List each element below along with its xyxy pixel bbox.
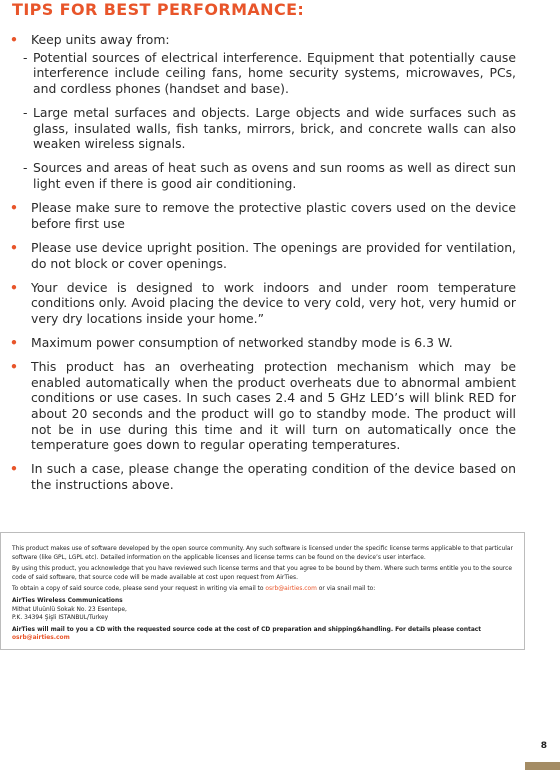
tip-item — [10, 200, 516, 231]
sub-text: Sources and areas of heat such as ovens and sun rooms as well as direct sun light even if there is good air conditioning. — [33, 160, 516, 191]
address-line: Mithat Uluünlü Sokak No. 23 Esentepe, — [12, 606, 127, 613]
dash-icon: - — [23, 104, 28, 120]
notice-text: To obtain a copy of said source code, please send your request in writing via email to — [12, 586, 266, 593]
bullet-icon: • — [10, 200, 18, 216]
tip-item — [10, 359, 516, 453]
sub-item — [18, 50, 516, 97]
notice-paragraph: By using this product, you acknowledge that you have reviewed such license terms and that you agree to be bound by them. Where such terms entitle you to the source code of said software, that source code will be made available at cost upon request from AirTies. — [12, 566, 512, 581]
bullet-icon: • — [10, 359, 18, 375]
notice-paragraph: This product makes use of software developed by the open source community. Any such software is licensed under the specific license terms applicable to that particular software (like GPL, LGPL etc). Detailed information on the applicable licenses and license terms can be found on the device’s user interface. — [12, 546, 513, 561]
address-line: P.K. 34394 Şişli ISTANBUL/Turkey — [12, 615, 109, 622]
email-link[interactable]: osrb@airties.com — [265, 586, 317, 593]
bullet-icon: • — [10, 239, 18, 255]
email-link[interactable]: osrb@airties.com — [12, 635, 70, 642]
sub-list — [18, 50, 516, 192]
tip-text: Keep units away from: — [31, 32, 170, 47]
sub-text: Large metal surfaces and objects. Large objects and wide surfaces such as glass, insulated walls, fish tanks, mirrors, brick, and concrete walls can also weaken wireless signals. — [33, 104, 516, 152]
tip-item — [10, 32, 516, 192]
tip-text: In such a case, please change the operating condition of the device based on the instructions above. — [31, 461, 516, 492]
open-source-notice-box — [0, 532, 525, 650]
page-title: TIPS FOR BEST PERFORMANCE: — [12, 0, 305, 19]
tip-text: This product has an overheating protection mechanism which may be enabled automatically when the product overheats due to abnormal ambient conditions or use cases. In such cases 2.4 and 5 GHz LED’s will blink RED for about 20 seconds and the product will go to standby mode. The product will not be in use during this time and it will turn on automatically once the temperature goes down to regular operating temperatures. — [31, 359, 516, 453]
bullet-icon: • — [10, 335, 18, 351]
bullet-icon: • — [10, 461, 18, 477]
dash-icon: - — [23, 160, 28, 176]
tip-text: Please use device upright position. The openings are provided for ventilation, do not block or cover openings. — [31, 239, 516, 271]
tip-item — [10, 240, 516, 271]
bullet-icon: • — [10, 32, 18, 47]
sub-text: Potential sources of electrical interference. Equipment that potentially cause interference include ceiling fans, home security systems, microwaves, PCs, and cordless phones (handset and base). — [33, 49, 516, 96]
tip-text: Your device is designed to work indoors and under room temperature conditions only. Avoid placing the device to very cold, very hot, very humid or very dry locations inside your home.” — [31, 279, 516, 326]
notice-text: or via snail mail to: — [316, 586, 376, 593]
tip-text: Please make sure to remove the protective plastic covers used on the device before first use — [31, 200, 516, 231]
tips-list — [10, 32, 516, 501]
page-color-bar — [525, 762, 560, 770]
tip-item — [10, 335, 516, 351]
sub-item — [18, 160, 516, 191]
dash-icon: - — [23, 49, 28, 65]
company-address — [12, 597, 516, 623]
sub-item — [18, 105, 516, 152]
company-name: AirTies Wireless Communications — [12, 597, 123, 604]
page-number: 8 — [540, 741, 547, 751]
cd-offer — [12, 626, 516, 643]
tip-item — [10, 461, 516, 492]
bullet-icon: • — [10, 279, 18, 295]
notice-paragraph — [12, 585, 516, 594]
cd-text: AirTies will mail to you a CD with the requested source code at the cost of CD preparation and shipping&handling. For details please contact — [12, 626, 482, 633]
tip-item — [10, 280, 516, 327]
tip-text: Maximum power consumption of networked standby mode is 6.3 W. — [31, 335, 453, 351]
